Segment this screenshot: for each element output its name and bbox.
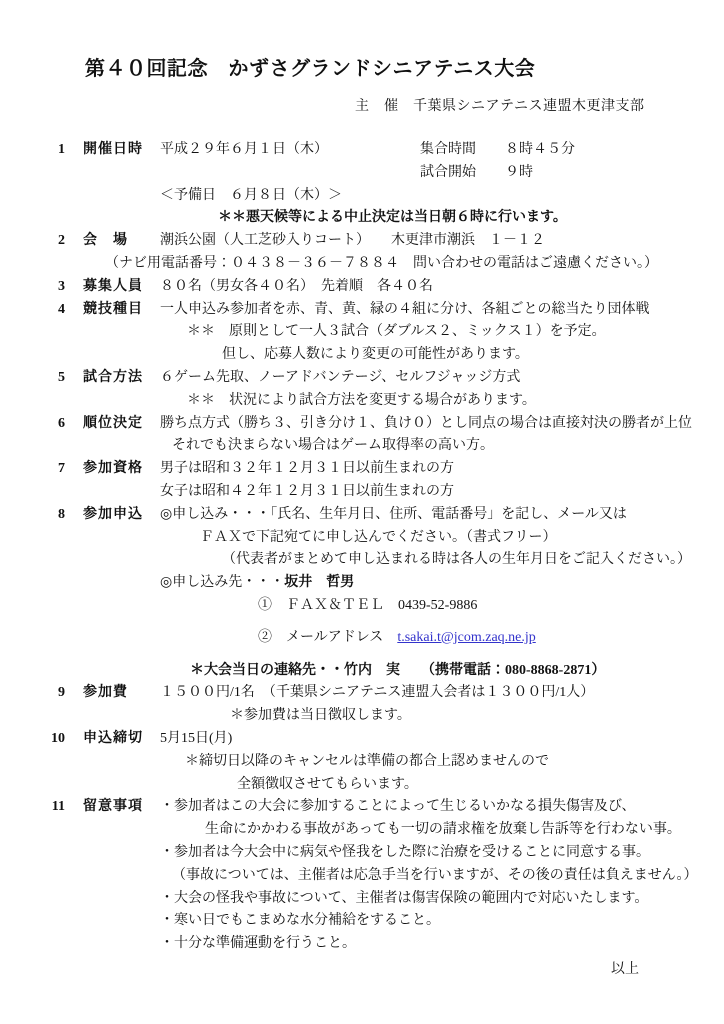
fee-line: １５００円/1名 （千葉県シニアテニス連盟入会者は１３００円/1人） <box>160 685 595 701</box>
section-6-content <box>160 413 692 459</box>
meet-time-label: 集合時間 <box>420 142 476 157</box>
match-rule-line: ６ゲーム先取、ノーアドバンテージ、セルフジャッジ方式 <box>160 369 521 385</box>
section-2-row <box>45 230 679 276</box>
section-number: 7 <box>58 461 65 477</box>
closing-text: 以上 <box>611 961 639 977</box>
organizer-line <box>355 95 679 115</box>
section-1-row <box>45 139 679 230</box>
section-7-content <box>160 458 679 504</box>
section-label: 参加申込 <box>83 506 143 522</box>
event-date: 平成２９年６月１日（木） <box>160 142 328 157</box>
fax-tel-line: ① ＦＡＸ＆ＴＥＬ 0439-52-9886 <box>258 597 478 613</box>
section-number: 2 <box>58 233 65 249</box>
notice-line-3: ・参加者は今大会中に病気や怪我をした際に治療を受けることに同意する事。 <box>160 844 650 860</box>
doc-title: 第４０回記念 かずさグランドシニアテニス大会 <box>85 58 536 80</box>
section-label: 参加資格 <box>83 461 143 477</box>
deadline-line: 5月15日(月) <box>160 730 233 746</box>
notice-line-1: ・参加者はこの大会に参加することによって生じるいかなる損失傷害及び、 <box>160 799 636 815</box>
section-11-row <box>45 796 698 956</box>
fee-collect-line: ＊参加費は当日徴収します。 <box>230 708 411 724</box>
section-label: 競技種目 <box>83 301 143 317</box>
section-number: 4 <box>58 301 65 317</box>
rule-change-line: ＊＊ 状況により試合方法を変更する場合があります。 <box>187 392 536 408</box>
section-8-content <box>160 504 691 683</box>
organizer-label: 主 催 <box>355 99 399 114</box>
section-number: 9 <box>58 685 65 701</box>
section-number: 3 <box>58 278 65 294</box>
section-3-content <box>160 276 679 299</box>
event-date-line <box>160 139 679 162</box>
apply-to-name: 坂井 哲男 <box>284 575 355 591</box>
sections <box>45 139 698 956</box>
women-eligibility-line: 女子は昭和４２年１２月３１日以前生まれの方 <box>160 483 454 499</box>
notice-line-7: ・十分な準備運動を行うこと。 <box>160 936 356 952</box>
event-type-line: 一人申込み参加者を赤、青、黄、緑の４組に分け、各組ごとの総当たり団体戦 <box>160 301 650 317</box>
section-10-row <box>45 728 679 796</box>
section-10-content <box>160 728 679 796</box>
section-9-content <box>160 682 679 728</box>
notice-line-6: ・寒い日でもこまめな水分補給をすること。 <box>160 913 440 929</box>
section-9-row <box>45 682 679 728</box>
section-5-content <box>160 367 679 413</box>
section-label: 参加費 <box>83 685 128 701</box>
mail-line <box>258 627 679 650</box>
section-label: 会 場 <box>83 233 128 249</box>
notice-line-4: （事故については、主催者は応急手当を行いますが、その後の責任は負えません。） <box>172 867 698 883</box>
mail-label: ② メールアドレス <box>258 629 384 645</box>
venue-phone-line: （ナビ用電話番号：０４３８－３６－７８８４ 問い合わせの電話はご遠慮ください。） <box>105 255 658 271</box>
email-link[interactable]: t.sakai.t@jcom.zaq.ne.jp <box>397 629 536 645</box>
section-4-row <box>45 299 679 367</box>
capacity-line: ８０名（男女各４０名） 先着順 各４０名 <box>160 278 433 294</box>
section-8-row <box>45 504 691 683</box>
section-number: 1 <box>58 142 65 157</box>
change-note-line: 但し、応募人数により変更の可能性があります。 <box>222 347 529 363</box>
men-eligibility-line: 男子は昭和３２年１２月３１日以前生まれの方 <box>160 461 454 477</box>
section-label: 試合方法 <box>83 369 143 385</box>
start-time-label: 試合開始 <box>420 164 476 180</box>
section-5-row <box>45 367 679 413</box>
section-3-row <box>45 276 679 299</box>
tiebreak-rule-line: それでも決まらない場合はゲーム取得率の高い方。 <box>172 438 494 454</box>
section-number: 5 <box>58 369 65 385</box>
meet-time-value: ８時４５分 <box>505 142 575 157</box>
section-number: 8 <box>58 506 65 522</box>
section-label: 開催日時 <box>83 142 143 157</box>
apply-fax-line: ＦＡＸで下記宛てに申し込んでください。（書式フリー） <box>200 529 557 545</box>
ranking-rule-line: 勝ち点方式（勝ち３、引き分け１、負け０）とし同点の場合は直接対決の勝者が上位 <box>160 415 692 431</box>
section-label: 留意事項 <box>83 799 143 815</box>
apply-to-prefix: ◎申し込み先・・・ <box>160 575 285 591</box>
section-label: 申込締切 <box>83 730 143 746</box>
notice-line-2: 生命にかかわる事故があっても一切の請求権を放棄し告訴等を行わない事。 <box>205 822 681 838</box>
section-6-row <box>45 413 692 459</box>
start-time-value: ９時 <box>505 164 533 180</box>
section-label: 募集人員 <box>83 278 143 294</box>
cancel-policy-line: ＊締切日以降のキャンセルは準備の都合上認めませんので <box>185 753 549 769</box>
section-label: 順位決定 <box>83 415 143 431</box>
section-1-content <box>160 139 679 230</box>
start-time-line <box>160 162 679 185</box>
apply-to-line <box>160 572 679 595</box>
reserve-date-line: ＜予備日 ６月８日（木）＞ <box>160 187 342 203</box>
section-4-content <box>160 299 679 367</box>
section-number: 10 <box>51 730 65 746</box>
day-contact-line: ＊大会当日の連絡先・・竹内 実 （携帯電話：080-8868-2871） <box>190 662 606 678</box>
notice-line-5: ・大会の怪我や事故について、主催者は傷害保険の範囲内で対応いたします。 <box>160 890 649 906</box>
spacer <box>160 162 420 185</box>
apply-method-line: ◎申し込み・・・「氏名、生年月日、住所、電話番号」を記し、メール又は <box>160 506 627 522</box>
section-number: 6 <box>58 415 65 431</box>
apply-group-note-line: （代表者がまとめて申し込まれる時は各人の生年月日をご記入ください。） <box>222 552 691 568</box>
section-7-row <box>45 458 679 504</box>
venue-line: 潮浜公園（人工芝砂入りコート） 木更津市潮浜 １－１２ <box>160 233 545 249</box>
section-number: 11 <box>51 799 65 815</box>
organizer-name: 千葉県シニアテニス連盟木更津支部 <box>413 99 645 114</box>
full-charge-line: 全額徴収させてもらいます。 <box>237 776 418 792</box>
section-11-content <box>160 796 698 956</box>
weather-warning-line: ＊＊悪天候等による中止決定は当日朝６時に行います。 <box>218 210 567 226</box>
match-plan-line: ＊＊ 原則として一人３試合（ダブルス２、ミックス１）を予定。 <box>187 324 606 340</box>
